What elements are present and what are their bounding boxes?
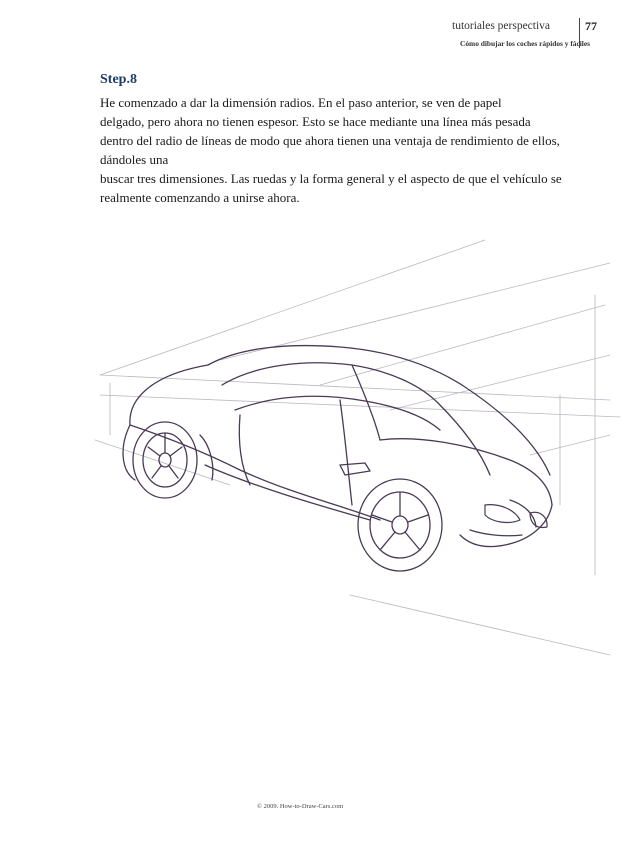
body-line: delgado, pero ahora no tienen espesor. Esto se hace mediante una línea más pesada bbox=[100, 114, 531, 129]
body-line: He comenzado a dar la dimensión radios. En el paso anterior, se ven de papel bbox=[100, 95, 502, 110]
header-subtitle: Cómo dibujar los coches rápidos y fáciles bbox=[460, 39, 591, 48]
body-line: dándoles una bbox=[100, 152, 169, 167]
body-line: buscar tres dimensiones. Las ruedas y la forma general y el aspecto de que el vehículo se bbox=[100, 171, 562, 186]
perspective-guide-lines bbox=[95, 240, 620, 655]
footer-copyright: © 2009. How-to-Draw-Cars.com bbox=[257, 803, 344, 810]
header-title: tutoriales perspectiva bbox=[452, 20, 551, 32]
car-body bbox=[123, 346, 552, 547]
body-line: dentro del radio de líneas de modo que ahora tienen una ventaja de rendimiento de ellos, bbox=[100, 133, 560, 148]
page-number: 77 bbox=[585, 19, 597, 33]
rear-wheel bbox=[133, 422, 197, 498]
body-line: realmente comenzando a unirse ahora. bbox=[100, 190, 300, 205]
step-heading: Step.8 bbox=[100, 72, 137, 87]
car-sketch-illustration bbox=[90, 235, 630, 685]
step-body-text bbox=[100, 93, 620, 207]
front-wheel bbox=[358, 479, 442, 571]
